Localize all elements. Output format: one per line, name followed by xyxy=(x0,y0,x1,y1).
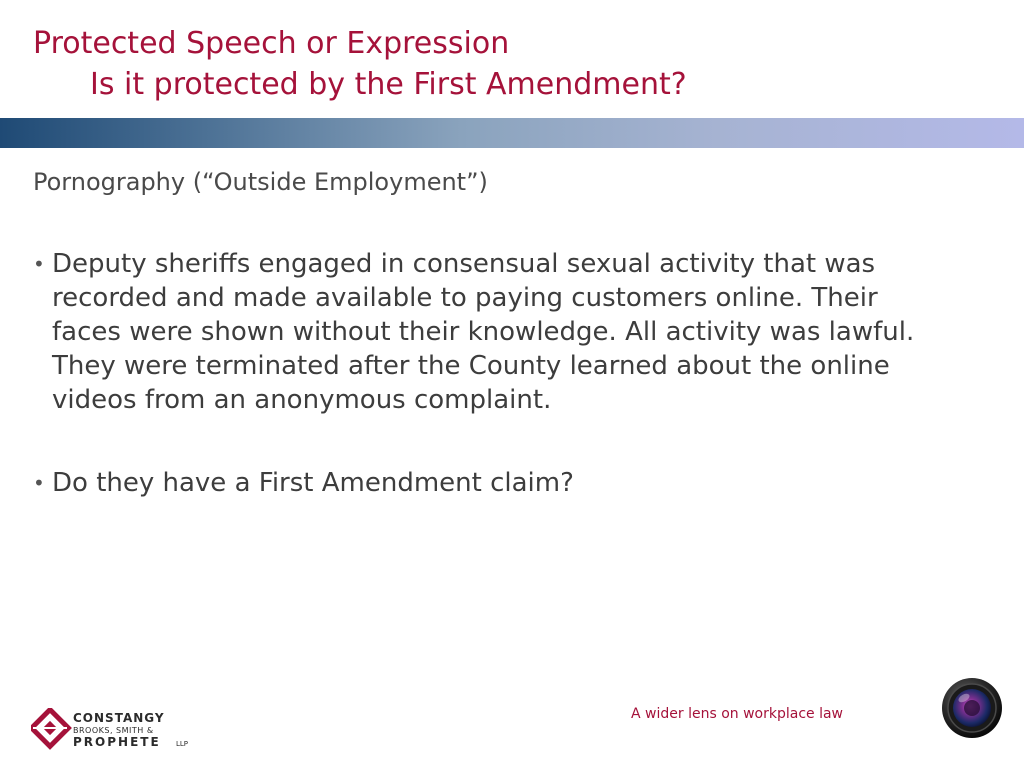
bullet-item xyxy=(33,466,933,500)
bullet-glyph: • xyxy=(33,252,45,276)
svg-text:PROPHETE: PROPHETE xyxy=(73,735,161,749)
slide-subtitle: Is it protected by the First Amendment? xyxy=(90,67,687,102)
camera-lens-icon xyxy=(940,676,1004,740)
constangy-logo-icon xyxy=(31,708,231,750)
bullet-text: Do they have a First Amendment claim? xyxy=(52,468,574,498)
footer-tagline: A wider lens on workplace law xyxy=(631,706,843,722)
bullet-glyph: • xyxy=(33,471,45,495)
svg-text:BROOKS, SMITH &: BROOKS, SMITH & xyxy=(73,726,154,735)
decorative-gradient-band xyxy=(0,118,1024,148)
slide-title: Protected Speech or Expression xyxy=(33,26,510,61)
section-heading: Pornography (“Outside Employment”) xyxy=(33,168,488,196)
bullet-text: Deputy sheriffs engaged in consensual sexual activity that was recorded and made available to paying customers online. Their faces were shown without their knowledge. All activity was lawful. They were terminated after the County learned about the online videos from an anonymous complaint. xyxy=(52,249,915,415)
svg-text:LLP: LLP xyxy=(176,740,189,748)
bullet-item xyxy=(33,247,933,417)
svg-text:CONSTANGY: CONSTANGY xyxy=(73,711,165,725)
